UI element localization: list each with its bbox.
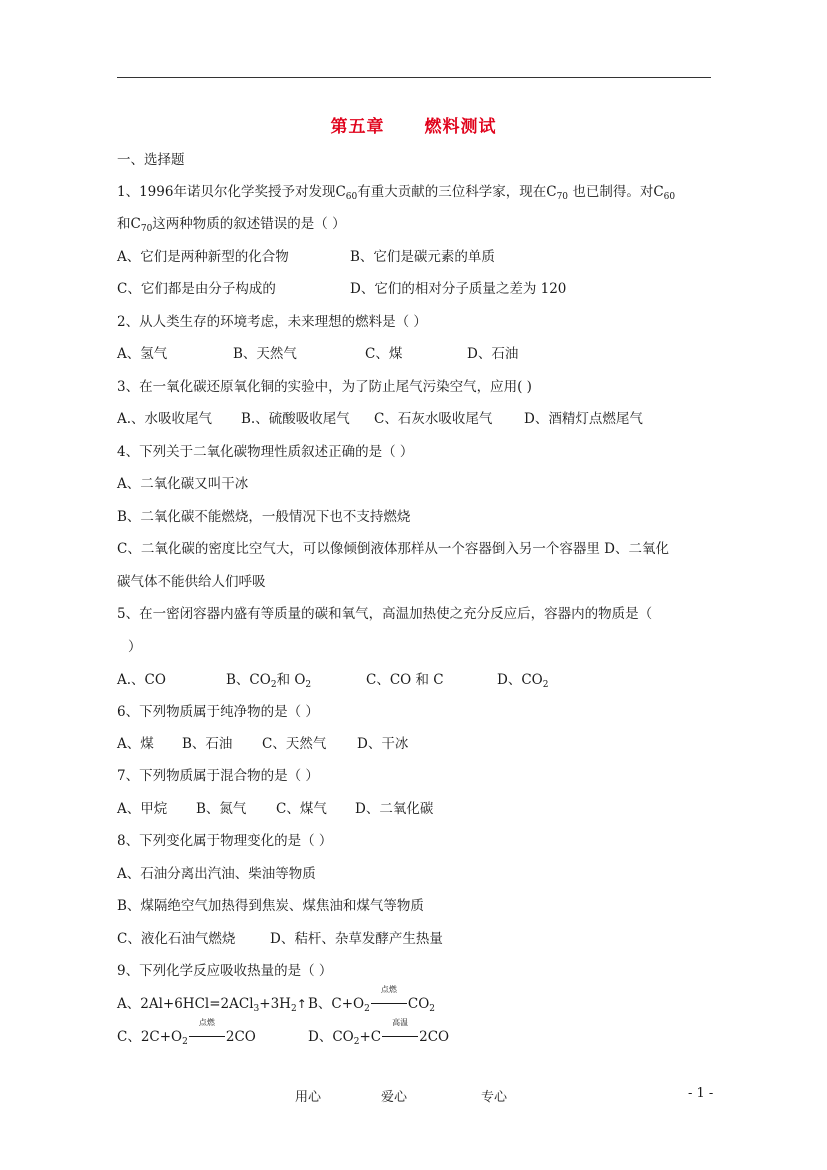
q7-option-b: B、氮气 bbox=[196, 801, 247, 817]
q3-option-b: B.、硫酸吸收尾气 bbox=[241, 411, 350, 427]
footer-text-3: 专心 bbox=[481, 1090, 508, 1105]
q8-option-c: C、液化石油气燃烧 bbox=[117, 931, 236, 947]
q8-option-b: B、煤隔绝空气加热得到焦炭、煤焦油和煤气等物质 bbox=[117, 898, 424, 914]
q5-option-b: B、$CO_2$和 $O_2$ bbox=[226, 672, 312, 690]
test-title: 燃料测试 bbox=[424, 117, 497, 137]
gas-up-arrow-icon: ↑ bbox=[296, 997, 307, 1011]
page-number: - 1 - bbox=[688, 1086, 714, 1101]
page-title bbox=[0, 112, 827, 137]
q7-option-c: C、煤气 bbox=[276, 801, 327, 817]
q2-option-b: B、天然气 bbox=[233, 346, 297, 362]
question-1-stem: 1、1996年诺贝尔化学奖授予对发现$C_{60}$有重大贡献的三位科学家，现在$C_{70}$ 也已制得。对$C_{60}$ bbox=[117, 184, 676, 202]
reaction-condition: 点燃 bbox=[189, 1027, 225, 1039]
chapter-label: 第五章 bbox=[330, 117, 385, 137]
reaction-condition: 点燃 bbox=[371, 994, 407, 1006]
q9-option-c: C、$2C+O_2$ 点燃 2CO bbox=[117, 1018, 256, 1047]
q5-option-a: A.、CO bbox=[117, 672, 166, 688]
question-5-stem-cont: ） bbox=[128, 639, 142, 655]
q5-option-c: C、CO 和 C bbox=[366, 672, 444, 688]
question-5-stem: 5、在一密闭容器内盛有等质量的碳和氧气，高温加热使之充分反应后，容器内的物质是（ bbox=[117, 606, 653, 622]
q9-option-b: B、$C+O_2$ 点燃 $CO_2$ bbox=[308, 985, 436, 1014]
q8-option-d: D、秸杆、杂草发酵产生热量 bbox=[270, 931, 443, 947]
q6-option-d: D、干冰 bbox=[357, 736, 409, 752]
q3-option-c: C、石灰水吸收尾气 bbox=[374, 411, 493, 427]
q6-option-a: A、煤 bbox=[117, 736, 154, 752]
question-3-stem: 3、在一氧化碳还原氧化铜的实验中，为了防止尾气污染空气，应用( ) bbox=[117, 379, 532, 395]
q4-option-d: 碳气体不能供给人们呼吸 bbox=[117, 574, 266, 590]
q2-option-a: A、氢气 bbox=[117, 346, 168, 362]
q4-option-a: A、二氧化碳又叫干冰 bbox=[117, 476, 249, 492]
question-2-stem: 2、从人类生存的环境考虑，未来理想的燃料是（ ） bbox=[117, 314, 427, 330]
q2-option-d: D、石油 bbox=[467, 346, 519, 362]
q9-option-a: A、$2Al+6HCl=2ACl_3+3H_2↑$ bbox=[117, 996, 307, 1014]
q7-option-d: D、二氧化碳 bbox=[355, 801, 434, 817]
q6-option-c: C、天然气 bbox=[262, 736, 327, 752]
q7-option-a: A、甲烷 bbox=[117, 801, 168, 817]
q1-option-b: B、它们是碳元素的单质 bbox=[350, 249, 495, 265]
q6-option-b: B、石油 bbox=[182, 736, 233, 752]
q3-option-d: D、酒精灯点燃尾气 bbox=[524, 411, 643, 427]
q4-option-c: C、二氧化碳的密度比空气大，可以像倾倒液体那样从一个容器倒入另一个容器里 D、二氧化 bbox=[117, 541, 669, 557]
footer-text-2: 爱心 bbox=[381, 1090, 408, 1105]
question-4-stem: 4、下列关于二氧化碳物理性质叙述正确的是（ ） bbox=[117, 444, 414, 460]
q8-option-a: A、石油分离出汽油、柴油等物质 bbox=[117, 866, 316, 882]
question-8-stem: 8、下列变化属于物理变化的是（ ） bbox=[117, 833, 333, 849]
q4-option-b: B、二氧化碳不能燃烧，一般情况下也不支持燃烧 bbox=[117, 509, 411, 525]
q1-option-a: A、它们是两种新型的化合物 bbox=[117, 249, 289, 265]
q9-option-d: D、$CO_2+C$ 高温 2CO bbox=[308, 1018, 450, 1047]
question-7-stem: 7、下列物质属于混合物的是（ ） bbox=[117, 768, 319, 784]
q1-option-c: C、它们都是由分子构成的 bbox=[117, 281, 276, 297]
header-rule bbox=[117, 77, 711, 78]
q3-option-a: A.、水吸收尾气 bbox=[117, 411, 213, 427]
q1-option-d: D、它们的相对分子质量之差为 120 bbox=[350, 281, 567, 297]
footer-text-1: 用心 bbox=[295, 1090, 322, 1105]
question-9-stem: 9、下列化学反应吸收热量的是（ ） bbox=[117, 963, 333, 979]
question-6-stem: 6、下列物质属于纯净物的是（ ） bbox=[117, 704, 319, 720]
section-heading: 一、选择题 bbox=[117, 152, 185, 168]
question-1-stem-cont: 和$C_{70}$这两种物质的叙述错误的是（ ） bbox=[117, 216, 346, 234]
q5-option-d: D、$CO_2$ bbox=[497, 672, 549, 690]
q2-option-c: C、煤 bbox=[365, 346, 403, 362]
reaction-condition: 高温 bbox=[382, 1027, 418, 1039]
